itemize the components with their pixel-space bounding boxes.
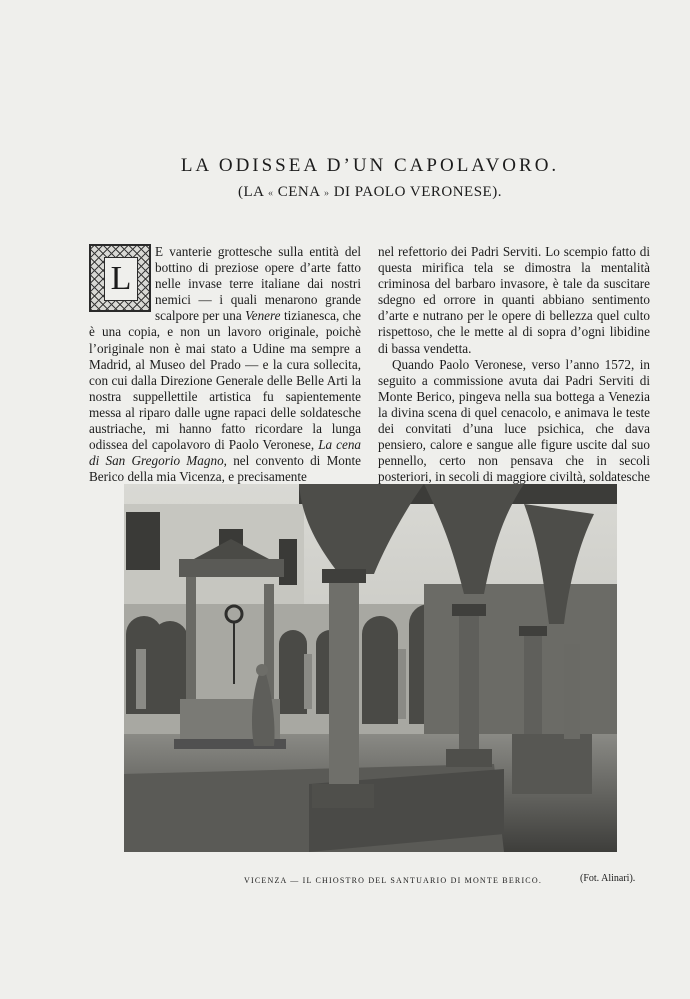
initial-letter: L bbox=[104, 257, 138, 301]
text-run: E vanterie grottesche sulla entità del bottino di preziose opere d’arte fatto nelle invase terre italiane dai nostri nemici — i quali menarono grande scalpore per una bbox=[155, 244, 361, 324]
subtitle-work: CENA bbox=[277, 184, 320, 200]
text-run: tizianesca, che è una copia, e non un lavoro originale, poichè l’originale non è mai stato a Udine ma sempre a Madrid, al Museo del Prado — e la cura sollecita, con cui dalla Direzione Generale delle Belle Arti la nostra suppellettile artistica fu sapientemente messa al riparo dalle ugne rapaci delle soldatesche austriache, mi hanno fatto ricordare la lunga odissea del capolavoro di Paolo Veronese, bbox=[89, 308, 361, 453]
photo-credit: (Fot. Alinari). bbox=[580, 873, 636, 884]
italic-text: Venere bbox=[245, 308, 281, 324]
subtitle-open: (LA bbox=[238, 184, 264, 200]
subtitle-rest: DI PAOLO VERONESE). bbox=[333, 184, 502, 200]
figure-caption: VICENZA — IL CHIOSTRO DEL SANTUARIO DI MONTE BERICO. bbox=[244, 876, 543, 885]
quote-close: » bbox=[323, 188, 330, 199]
article-title: LA ODISSEA D’UN CAPOLAVORO. bbox=[180, 155, 560, 176]
paragraph: Quando Paolo Veronese, verso l’anno 1572, in seguito a commissione avuta dai Padri Serviti di Monte Berico, pingeva nella sua bottega a Venezia la divina scena di quel cenacolo, e animava le teste dei convitati d’una luce psichica, che dava pensiero, calore e sangue alle figure uscite dal suo pennello, certo non pensava che in secoli posteriori, in secoli di maggiore civiltà, soldatesche bbox=[378, 356, 650, 485]
quote-open: « bbox=[267, 188, 274, 199]
text-column-right bbox=[378, 244, 650, 502]
text-run: , nel convento di Monte Berico della mia Vicenza, e precisamente bbox=[89, 453, 361, 485]
cloister-photo bbox=[124, 484, 617, 852]
italic-text: La cena di San Gregorio Magno bbox=[89, 437, 362, 469]
decorated-initial bbox=[89, 244, 151, 312]
article-subtitle bbox=[0, 184, 690, 201]
paragraph: nel refettorio dei Padri Serviti. Lo scempio fatto di questa mirifica tela se dimostra la mentalità criminosa del barbaro invasore, è tale da suscitare sdegno ed orrore in quanti abbiano sentimento d’arte e nutrano per le opere di bellezza quel culto rispettoso, che le mette al di sopra d’ogni libidine di bassa vendetta. bbox=[378, 244, 650, 356]
text-column-left bbox=[89, 244, 361, 485]
